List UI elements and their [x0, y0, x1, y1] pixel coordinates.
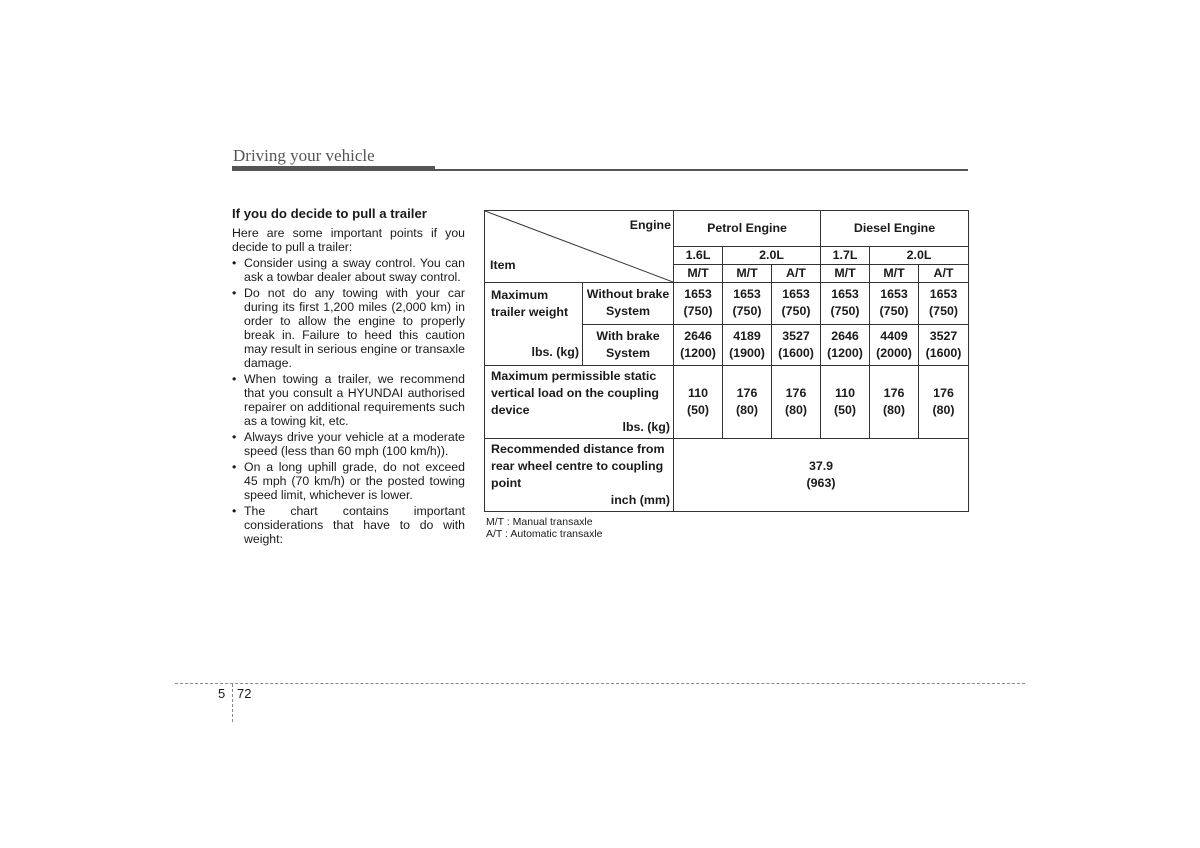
- value-cell: 176 (80): [919, 366, 969, 439]
- distance-unit: inch (mm): [610, 493, 670, 507]
- value-cell: 4189 (1900): [723, 324, 772, 366]
- intro-paragraph: Here are some important points if you decide to pull a trailer:: [232, 226, 465, 254]
- displacement-cell: 2.0L: [870, 247, 969, 265]
- displacement-cell: 1.6L: [674, 247, 723, 265]
- value-cell: 110 (50): [674, 366, 723, 439]
- value-cell: 1653 (750): [723, 283, 772, 325]
- distance-label-cell: [485, 439, 674, 512]
- bullet-item: • Do not do any towing with your car during its first 1,200 miles (2,000 km) in order to allow the engine to properly break in. Failure to heed this caution may result in serious engine or transaxle damage.: [232, 286, 465, 370]
- bullet-item: • When towing a trailer, we recommend that you consult a HYUNDAI authorised repairer on additional requirements such as a towing kit, etc.: [232, 372, 465, 428]
- table-header-row: [485, 211, 969, 247]
- section-number: 5: [218, 686, 226, 701]
- value-cell: 1653 (750): [870, 283, 919, 325]
- trailer-spec-table: [484, 210, 969, 512]
- vertical-load-label: Maximum permissible static vertical load on the coupling device: [491, 369, 659, 417]
- bullet-list: [232, 256, 465, 546]
- vertical-load-label-cell: [485, 366, 674, 439]
- value-cell: 110 (50): [821, 366, 870, 439]
- diesel-engine-header: Diesel Engine: [821, 211, 969, 247]
- max-weight-label-cell: [485, 283, 583, 366]
- value-cell: 2646 (1200): [821, 324, 870, 366]
- value-cell: 1653 (750): [821, 283, 870, 325]
- value-cell: 4409 (2000): [870, 324, 919, 366]
- bullet-item: • On a long uphill grade, do not exceed 45 mph (70 km/h) or the posted towing speed limit, whichever is lower.: [232, 460, 465, 502]
- footnote: M/T : Manual transaxle: [486, 516, 593, 528]
- with-brake-label: With brake System: [583, 324, 674, 366]
- distance-value-cell: 37.9 (963): [674, 439, 969, 512]
- transaxle-cell: M/T: [870, 265, 919, 283]
- displacement-cell: 2.0L: [723, 247, 821, 265]
- transaxle-cell: M/T: [674, 265, 723, 283]
- footnotes: [486, 516, 603, 540]
- vertical-load-row: [485, 366, 969, 439]
- value-cell: 176 (80): [723, 366, 772, 439]
- footer-divider: [232, 684, 233, 722]
- footnote: A/T : Automatic transaxle: [486, 528, 603, 540]
- item-label: Item: [490, 258, 516, 272]
- value-cell: 1653 (750): [772, 283, 821, 325]
- transaxle-cell: A/T: [772, 265, 821, 283]
- bullet-item: • The chart contains important considerations that have to do with weight:: [232, 504, 465, 546]
- value-cell: 176 (80): [870, 366, 919, 439]
- left-column: [232, 207, 465, 548]
- without-brake-label: Without brake System: [583, 283, 674, 325]
- value-cell: 1653 (750): [674, 283, 723, 325]
- diagonal-header-cell: [485, 211, 674, 283]
- section-heading: If you do decide to pull a trailer: [232, 206, 427, 221]
- value-cell: 3527 (1600): [919, 324, 969, 366]
- transaxle-cell: M/T: [723, 265, 772, 283]
- without-brake-row: [485, 283, 969, 325]
- transaxle-cell: M/T: [821, 265, 870, 283]
- distance-row: [485, 439, 969, 512]
- max-weight-label: Maximum trailer weight: [491, 288, 569, 319]
- distance-label: Recommended distance from rear wheel centre to coupling point: [491, 442, 665, 490]
- value-cell: 1653 (750): [919, 283, 969, 325]
- weight-unit: lbs. (kg): [531, 345, 579, 359]
- petrol-engine-header: Petrol Engine: [674, 211, 821, 247]
- bullet-item: • Consider using a sway control. You can ask a towbar dealer about sway control.: [232, 256, 465, 284]
- page-number: 72: [237, 686, 252, 701]
- footer-rule: [175, 683, 1025, 684]
- header-rule-accent: [232, 166, 435, 171]
- value-cell: 176 (80): [772, 366, 821, 439]
- bullet-item: • Always drive your vehicle at a moderate speed (less than 60 mph (100 km/h)).: [232, 430, 465, 458]
- value-cell: 2646 (1200): [674, 324, 723, 366]
- displacement-cell: 1.7L: [821, 247, 870, 265]
- value-cell: 3527 (1600): [772, 324, 821, 366]
- transaxle-cell: A/T: [919, 265, 969, 283]
- page-header-title: Driving your vehicle: [233, 146, 375, 165]
- vertical-load-unit: lbs. (kg): [622, 420, 670, 434]
- engine-label: Engine: [629, 218, 671, 232]
